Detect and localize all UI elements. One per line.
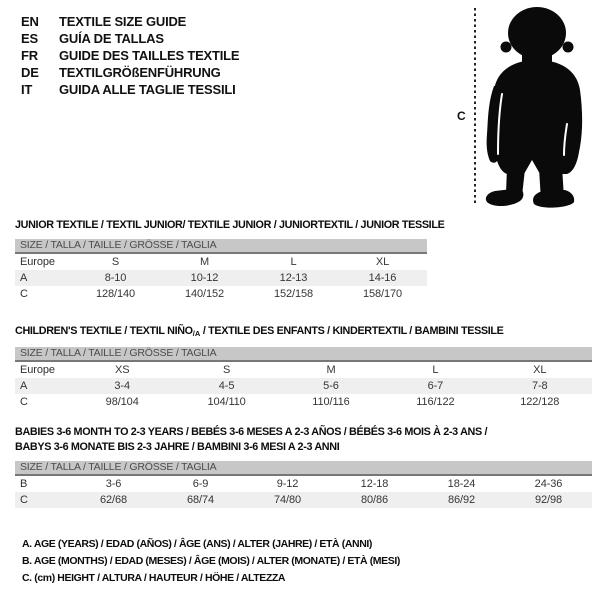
title-text: CHILDREN'S TEXTILE / TEXTIL NIÑO [15,325,193,337]
language-code: EN [21,14,39,29]
table-title [15,425,592,455]
cell: 92/98 [534,494,563,506]
table-row [15,362,592,378]
row-label: A [20,380,28,392]
title-subscript: /A [192,329,201,338]
table-row [15,254,427,270]
language-row [21,13,239,30]
cell: 152/158 [273,288,314,300]
cell: 18-24 [447,478,476,490]
cell: 7-8 [531,380,548,392]
language-code: DE [21,65,39,80]
cell: 6-9 [192,478,209,490]
table-row [15,378,592,394]
cell: 3-6 [105,478,122,490]
row-label: C [20,494,28,506]
cell: 62/68 [99,494,128,506]
table-row [15,286,427,302]
language-list [21,13,239,98]
language-title: GUIDA ALLE TAGLIE TESSILI [59,82,236,97]
size-header-bar: SIZE / TALLA / TAILLE / GRÖSSE / TAGLIA [15,347,592,362]
language-title: TEXTILE SIZE GUIDE [59,14,187,29]
cell: 110/116 [312,396,350,408]
row-label: Europe [20,256,55,268]
language-title: GUIDE DES TAILLES TEXTILE [59,48,240,63]
cell: 5-6 [323,380,339,392]
cell: 4-5 [218,380,235,392]
row-label: C [20,288,28,300]
height-measure-label: C [457,109,466,123]
cell: 98/104 [105,396,139,408]
language-title: TEXTILGRÖßENFÜHRUNG [59,65,221,80]
language-code: FR [21,48,38,63]
cell: 122/128 [520,396,560,408]
table-row [15,492,592,508]
language-title: GUÍA DE TALLAS [59,31,164,46]
table-row [15,394,592,410]
cell: 86/92 [447,494,476,506]
cell: M [326,364,336,376]
cell: 12-18 [360,478,389,490]
footnote-c: C. (cm) HEIGHT / ALTURA / HAUTEUR / HÖHE / ALTEZZA [22,572,286,585]
cell: L [290,256,297,268]
language-code: ES [21,31,38,46]
language-row [21,64,239,81]
table-title: JUNIOR TEXTILE / TEXTIL JUNIOR/ TEXTILE JUNIOR / JUNIORTEXTIL / JUNIOR TESSILE [15,219,445,231]
title-line-1: BABIES 3-6 MONTH TO 2-3 YEARS / BEBÉS 3-6 MESES A 2-3 AÑOS / BÉBÉS 3-6 MOIS À 2-3 ANS / [15,426,488,438]
row-label: C [20,396,28,408]
cell: XL [533,364,547,376]
table-title [15,325,592,340]
table-row [15,270,427,286]
footnote-b: B. AGE (MONTHS) / EDAD (MESES) / ÂGE (MOIS) / ALTER (MONATE) / ETÀ (MESI) [22,555,400,568]
cell: 9-12 [276,478,299,490]
cell: 3-4 [114,380,130,392]
row-label: A [20,272,28,284]
cell: S [111,256,120,268]
size-grid [15,476,592,508]
language-row [21,47,239,64]
cell: 128/140 [95,288,136,300]
cell: 80/86 [360,494,389,506]
title-text: / TEXTILE DES ENFANTS / KINDERTEXTIL / BAMBINI TESSILE [200,325,504,337]
cell: 10-12 [190,272,219,284]
cell: 68/74 [186,494,215,506]
language-row [21,30,239,47]
height-measure-dashed-line [474,8,476,206]
cell: 14-16 [368,272,397,284]
cell: 8-10 [104,272,127,284]
title-line-2: BABYS 3-6 MONATE BIS 2-3 JAHRE / BAMBINI 3-6 MESI A 2-3 ANNI [15,441,340,453]
cell: 116/122 [416,396,455,408]
language-row [21,81,239,98]
cell: 6-7 [427,380,444,392]
size-grid [15,362,592,410]
cell: 24-36 [534,478,563,490]
table-row [15,476,592,492]
size-table-junior [15,219,445,302]
cell: S [222,364,231,376]
cell: 74/80 [273,494,302,506]
cell: 104/110 [207,396,246,408]
cell: XS [114,364,130,376]
row-label: Europe [20,364,55,376]
size-table-babies [15,425,592,508]
row-label: B [20,478,28,490]
size-grid [15,254,427,302]
cell: 140/152 [184,288,225,300]
toddler-silhouette-image [478,2,598,212]
cell: L [432,364,439,376]
cell: XL [375,256,390,268]
footnotes [22,536,400,588]
cell: M [199,256,210,268]
cell: 12-13 [279,272,308,284]
footnote-a: A. AGE (YEARS) / EDAD (AÑOS) / ÂGE (ANS) / ALTER (JAHRE) / ETÀ (ANNI) [22,538,373,550]
language-code: IT [21,82,33,97]
size-table-children [15,325,592,410]
cell: 158/170 [362,288,403,300]
size-header-bar: SIZE / TALLA / TAILLE / GRÖSSE / TAGLIA [15,239,427,254]
size-header-bar: SIZE / TALLA / TAILLE / GRÖSSE / TAGLIA [15,461,592,476]
